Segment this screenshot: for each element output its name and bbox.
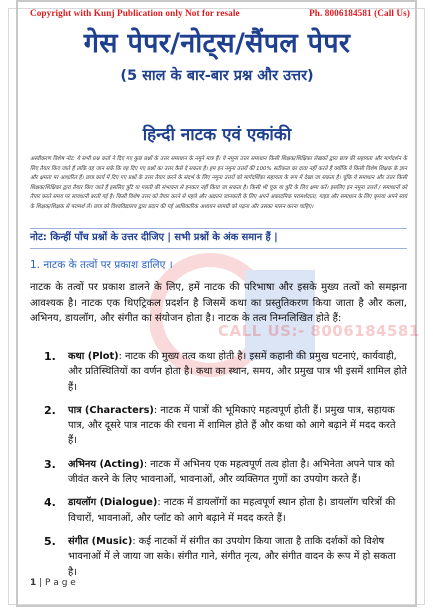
page-label: | P a g e <box>39 578 76 588</box>
list-item <box>40 534 407 580</box>
copyright-header <box>30 8 410 18</box>
subtitle: (5 साल के बार-बार प्रश्न और उत्तर) <box>120 68 314 84</box>
list-item-text: : नाटक में अभिनय एक महत्वपूर्ण तत्व होता है। अभिनेता अपने पात्र को जीवंत करने के लिए भावनाओं, भावनाओं, और व्यक्तिगत गुणों का उपयोग करते हैं। <box>68 458 395 486</box>
list-item-text: : कई नाटकों में संगीत का उपयोग किया जाता है ताकि दर्शकों को विशेष भावनाओं में ले जाया जा सके। संगीत गाने, संगीत नृत्य, और संगीत वादन के रूप में हो सकता है। <box>68 535 396 578</box>
list-item-term: अभिनय (Acting) <box>68 458 144 470</box>
phone-number: Ph. 8006184581 (Call Us) <box>309 8 410 18</box>
question-heading: 1. नाटक के तत्वों पर प्रकाश डालिए । <box>30 259 173 271</box>
copyright-text: Copyright with Kunj Publication only Not for resale <box>30 8 240 18</box>
page-number: 1 <box>30 578 37 588</box>
topic-title: हिन्दी नाटक एवं एकांकी <box>142 125 292 145</box>
list-item-text: : नाटक में पात्रों की भूमिकाएं महत्वपूर्ण होती हैं। प्रमुख पात्र, सहायक पात्र, और दूसरे पात्र नाटक की रचना में शामिल होते हैं और कथा को आगे बढ़ाने में मदद करते हैं। <box>68 404 396 447</box>
list-item-text: : नाटक की मुख्य तत्व कथा होती है। इसमें कहानी की प्रमुख घटनाएं, कार्यवाही, और प्रतिस्थितियों का वर्णन होता है। कथा का स्थान, समय, और प्रमुख पात्र भी इसमें शामिल होते हैं। <box>68 351 407 393</box>
divider-bottom <box>30 248 407 249</box>
list-item <box>40 495 407 526</box>
elements-list <box>40 349 407 588</box>
main-title: गेस पेपर/नोट्स/सैंपल पेपर <box>83 28 351 59</box>
list-item-number: 1. <box>44 350 56 363</box>
page-footer <box>30 578 76 588</box>
exam-note: नोट: किन्हीं पाँच प्रश्नों के उत्तर दीजिए | सभी प्रश्नों के अंक समान हैं | <box>30 232 278 243</box>
list-item-number: 5. <box>44 534 56 548</box>
list-item-term: डायलॉग (Dialogue) <box>68 497 158 509</box>
list-item-number: 4. <box>44 496 56 510</box>
answer-intro: नाटक के तत्वों पर प्रकाश डालने के लिए, हमें नाटक की परिभाषा और इसके मुख्य तत्वों को समझना आवश्यक है। नाटक एक थिएट्रिकल प्रदर्शन है जिसमें कथा का प्रस्तुतिकरण किया जाता है और कला, अभिनय, डायलॉग, और संगीत का संयोजन होता है। नाटक के तत्व निम्नलिखित होते हैं: <box>30 282 407 324</box>
list-item-text: : नाटक में डायलॉगों का महत्वपूर्ण स्थान होता है। डायलॉग चरित्रों की विचारों, भावनाओं, और प्लॉट को आगे बढ़ाने में मदद करते हैं। <box>68 497 396 524</box>
list-item-term: पात्र (Characters) <box>68 404 154 416</box>
list-item-number: 3. <box>44 457 56 471</box>
watermark-call: CALL US:- 8006184581 <box>218 322 420 340</box>
list-item <box>40 457 407 488</box>
disclaimer-text: अस्वीकरण विशेष नोट: ये सभी प्रश्न कर्ता ने दिए गए कुछ प्रश्नों के उत्तर समाधान के नमूने मात्र हैं। ये नमूना उत्तर समाधान किसी शिक्षक/शिक्षिका लेखकों द्वारा छात्र की सहायता और मार्गदर्शन के लिए तैयार किए जाते हैं ताकि वह जान सके कि वह दिए गए प्रश्नों का उत्तर कैसे दे सकता है। हम इन नमूना उत्तरों की 100% सटीकता का दावा नहीं करते हैं क्योंकि ये किसी विशेष शिक्षक के ज्ञान और क्षमता पर आधारित हैं। छात्र कार्य में दिए गए प्रश्नों के उत्तर तैयार करने के संदर्भ के लिए नमूना उत्तरों को मार्गदर्शिका सहायता के रूप में देखा जा सकता है। चूंकि ये समाधान और उत्तर किसी शिक्षक/शिक्षिका द्वारा तैयार किए जाते हैं इसलिए त्रुटि या गलती की संभावना से इनकार नहीं किया जा सकता है। किसी भी चूक या त्रुटि के लिए क्षमा करें। इसलिए इन नमूना उत्तरों / समाधानों को तैयार करते समय पर सावधानी बरती गई है। किसी विशेष उत्तर को तैयार करने से पहले और अद्यतन जानकारी के लिए अपने अकादमिक परामर्शदाता, गाइड और समाधान के लिए कृपया अपने स्वयं के शिक्षक/शिक्षक से परामर्श लें। छात्र को विश्वविद्यालय द्वारा प्रदान की गई आधिकारिक अध्ययन सामग्री को पढ़ना और उसका पालन करना चाहिए। <box>30 156 407 210</box>
list-item <box>40 403 407 449</box>
list-item <box>40 349 407 395</box>
list-item-term: कथा (Plot) <box>68 351 119 362</box>
list-item-number: 2. <box>44 403 56 417</box>
divider-top <box>30 228 407 229</box>
list-item-term: संगीत (Music) <box>68 535 133 547</box>
